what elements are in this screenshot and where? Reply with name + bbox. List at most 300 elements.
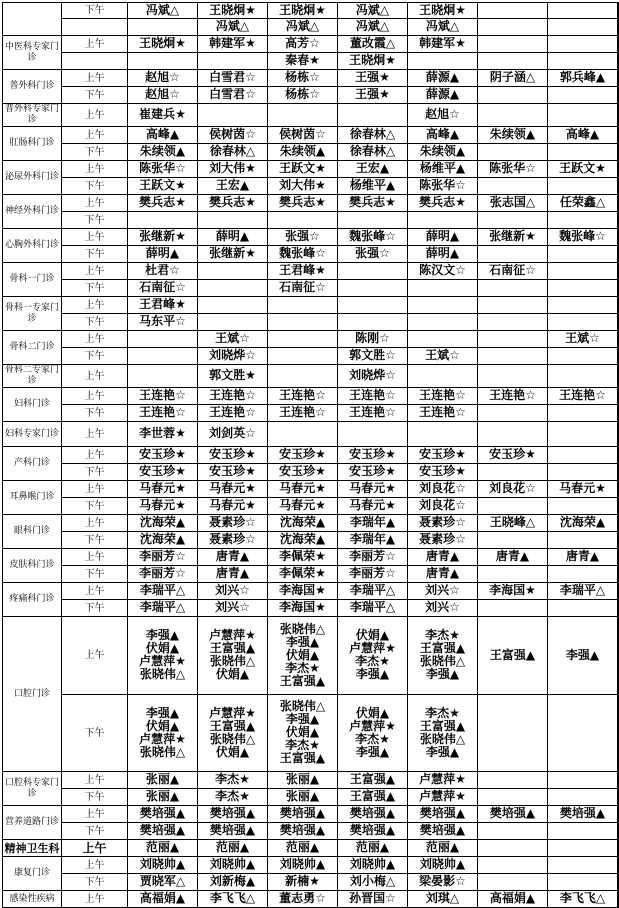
doctor-name: 安玉珍★ (139, 447, 186, 461)
doctor-cell (268, 405, 338, 422)
doctor-cell (338, 823, 408, 840)
department-name: 心胸外科门诊 (3, 229, 62, 263)
doctor-cell (338, 70, 408, 87)
doctor-name: 刘晓帅▲ (139, 857, 186, 871)
doctor-name: 樊兵志★ (209, 195, 256, 209)
doctor-name: 薛明▲ (425, 246, 460, 260)
doctor-cell (268, 891, 338, 908)
session-period: 上午 (62, 161, 128, 178)
doctor-name: 樊培强▲ (419, 823, 466, 837)
doctor-cell (618, 144, 619, 161)
doctor-name: 朱续领▲ (489, 127, 536, 141)
doctor-name: 沈海荣▲ (279, 515, 326, 529)
doctor-name: 张丽▲ (145, 789, 180, 803)
doctor-name: 刘小梅△ (349, 874, 396, 888)
doctor-name: 刘晓烨☆ (349, 368, 396, 382)
doctor-cell (198, 583, 268, 600)
doctor-cell (198, 549, 268, 566)
doctor-cell (198, 314, 268, 331)
doctor-cell (198, 823, 268, 840)
department-name: 妇科门诊 (3, 388, 62, 422)
doctor-cell (338, 229, 408, 246)
doctor-name: 王连艳☆ (419, 405, 466, 419)
doctor-cell (198, 178, 268, 195)
doctor-cell (128, 447, 198, 464)
doctor-name: 朱续领▲ (419, 144, 466, 158)
doctor-cell (618, 246, 619, 263)
doctor-name: 王斌☆ (425, 348, 460, 362)
doctor-name: 薛明▲ (215, 229, 250, 243)
doctor-cell (548, 388, 618, 405)
schedule-row (3, 297, 619, 314)
doctor-cell (548, 365, 618, 388)
doctor-cell (198, 212, 268, 229)
doctor-name: 李强▲ (355, 744, 390, 759)
doctor-name: 聂素珍☆ (209, 515, 256, 529)
doctor-cell (408, 3, 478, 19)
doctor-cell (128, 53, 198, 70)
doctor-name: 樊培强▲ (419, 806, 466, 820)
doctor-cell (548, 246, 618, 263)
doctor-name: 陈张华☆ (489, 161, 536, 175)
session-period: 下午 (62, 280, 128, 297)
doctor-name: 张强☆ (355, 246, 390, 260)
doctor-name: 樊培强▲ (139, 823, 186, 837)
doctor-name: 王富强▲ (349, 789, 396, 803)
doctor-name: 范丽▲ (425, 840, 460, 854)
doctor-cell (478, 3, 548, 19)
doctor-name: 李佩荣★ (279, 566, 326, 580)
doctor-name: 马春元★ (349, 498, 396, 512)
doctor-name: 刘晓帅▲ (349, 857, 396, 871)
doctor-cell (548, 566, 618, 583)
doctor-cell (478, 87, 548, 104)
doctor-name: 唐青▲ (425, 549, 460, 563)
doctor-cell (548, 348, 618, 365)
doctor-name: 张晓伟△ (279, 699, 326, 713)
doctor-name: 刘兴☆ (215, 583, 250, 597)
doctor-cell (478, 447, 548, 464)
schedule-row (3, 422, 619, 447)
doctor-name: 王连艳☆ (279, 405, 326, 419)
doctor-name: 李强▲ (425, 744, 460, 759)
doctor-cell (338, 19, 408, 36)
session-period: 下午 (62, 87, 128, 104)
doctor-cell (338, 127, 408, 144)
session-period: 上午 (62, 104, 128, 127)
doctor-name: 卢慧萍★ (209, 705, 256, 720)
doctor-cell (338, 891, 408, 908)
doctor-cell (548, 806, 618, 823)
doctor-cell (618, 422, 619, 447)
doctor-cell (268, 212, 338, 229)
doctor-name: 朱续领▲ (279, 144, 326, 158)
doctor-cell (408, 70, 478, 87)
doctor-name: 张晓伟△ (209, 731, 256, 746)
department-name: 肛肠科门诊 (3, 127, 62, 161)
doctor-cell (198, 447, 268, 464)
doctor-name: 马春元★ (279, 498, 326, 512)
doctor-cell (338, 297, 408, 314)
doctor-cell (268, 532, 338, 549)
doctor-cell (548, 789, 618, 806)
doctor-cell (478, 246, 548, 263)
doctor-name: 李海国★ (489, 583, 536, 597)
doctor-name: 张晓伟△ (419, 654, 466, 668)
doctor-name: 樊培强▲ (279, 823, 326, 837)
doctor-cell (618, 789, 619, 806)
doctor-cell (198, 481, 268, 498)
doctor-name: 刘大伟★ (279, 178, 326, 192)
doctor-cell (408, 617, 478, 695)
doctor-cell (338, 498, 408, 515)
doctor-cell (618, 481, 619, 498)
doctor-name: 王连艳☆ (209, 388, 256, 402)
doctor-cell (548, 263, 618, 280)
department-name: 疼痛科门诊 (3, 583, 62, 617)
doctor-cell (408, 212, 478, 229)
doctor-name: 陈刚☆ (355, 331, 390, 345)
doctor-name: 安玉珍★ (489, 447, 536, 461)
doctor-cell (198, 772, 268, 789)
doctor-name: 唐青▲ (215, 549, 250, 563)
doctor-cell (408, 388, 478, 405)
doctor-cell (338, 331, 408, 348)
session-period: 下午 (62, 532, 128, 549)
doctor-cell (408, 498, 478, 515)
doctor-name: 冯斌△ (145, 2, 180, 17)
doctor-name: 唐青▲ (425, 566, 460, 580)
doctor-cell (198, 874, 268, 891)
doctor-name: 李瑞年▲ (349, 515, 396, 529)
doctor-name: 李丽芳☆ (349, 566, 396, 580)
doctor-name: 李杰★ (355, 731, 390, 746)
doctor-name: 王富强▲ (419, 718, 466, 733)
doctor-cell (128, 388, 198, 405)
doctor-name: 李强▲ (425, 667, 460, 681)
doctor-name: 薛明▲ (145, 246, 180, 260)
doctor-name: 高峰▲ (425, 127, 460, 141)
doctor-cell (338, 87, 408, 104)
doctor-name: 王连艳☆ (139, 388, 186, 402)
doctor-cell (198, 365, 268, 388)
doctor-cell (548, 229, 618, 246)
doctor-cell (548, 70, 618, 87)
doctor-name: 王富强▲ (279, 751, 326, 765)
session-period (62, 53, 128, 70)
doctor-name: 樊培强▲ (209, 823, 256, 837)
doctor-name: 唐青▲ (215, 566, 250, 580)
session-period: 下午 (62, 874, 128, 891)
doctor-name: 李瑞平△ (139, 600, 186, 614)
doctor-name: 聂素珍☆ (419, 532, 466, 546)
doctor-cell (268, 280, 338, 297)
doctor-cell (478, 36, 548, 53)
doctor-name: 高峰▲ (565, 127, 600, 141)
doctor-cell (548, 127, 618, 144)
doctor-cell (548, 772, 618, 789)
doctor-cell (548, 532, 618, 549)
doctor-cell (128, 161, 198, 178)
doctor-name: 张丽▲ (285, 789, 320, 803)
doctor-cell (548, 195, 618, 212)
doctor-name: 唐青▲ (565, 549, 600, 563)
doctor-name: 伏娟▲ (145, 641, 180, 655)
department-name: 泌尿外科门诊 (3, 161, 62, 195)
doctor-name: 唐青▲ (495, 549, 530, 563)
schedule-row (3, 464, 619, 481)
doctor-name: 李杰★ (425, 628, 460, 642)
doctor-name: 李强▲ (145, 628, 180, 642)
doctor-name: 王连艳☆ (419, 388, 466, 402)
schedule-row (3, 212, 619, 229)
doctor-cell (198, 515, 268, 532)
doctor-cell (408, 161, 478, 178)
doctor-cell (478, 857, 548, 874)
doctor-name: 秦春★ (285, 53, 320, 67)
doctor-cell (408, 348, 478, 365)
doctor-cell (408, 789, 478, 806)
doctor-cell (268, 3, 338, 19)
doctor-name: 王斌☆ (215, 331, 250, 345)
doctor-cell (268, 600, 338, 617)
doctor-cell (478, 297, 548, 314)
doctor-name: 刘良花☆ (489, 481, 536, 495)
schedule-row (3, 789, 619, 806)
doctor-name: 李丽芳☆ (139, 549, 186, 563)
doctor-cell (478, 144, 548, 161)
doctor-cell (478, 498, 548, 515)
doctor-cell (408, 422, 478, 447)
doctor-cell (128, 891, 198, 908)
session-period: 下午 (62, 178, 128, 195)
doctor-name: 李强▲ (285, 712, 320, 726)
doctor-name: 王晓炯★ (419, 2, 466, 17)
doctor-cell (268, 549, 338, 566)
doctor-name: 樊兵志★ (419, 195, 466, 209)
doctor-cell (268, 388, 338, 405)
doctor-cell (408, 857, 478, 874)
doctor-name: 薛明▲ (425, 229, 460, 243)
doctor-cell (128, 36, 198, 53)
doctor-cell (478, 789, 548, 806)
doctor-name: 卢慧萍★ (419, 772, 466, 786)
doctor-cell (548, 212, 618, 229)
doctor-name: 范丽▲ (355, 840, 390, 854)
doctor-cell (198, 263, 268, 280)
doctor-cell (548, 36, 618, 53)
doctor-cell (478, 481, 548, 498)
session-period: 上午 (62, 365, 128, 388)
doctor-cell (618, 840, 619, 857)
doctor-cell (268, 53, 338, 70)
doctor-cell (128, 3, 198, 19)
doctor-name: 李强▲ (565, 647, 600, 662)
doctor-cell (198, 806, 268, 823)
session-period: 上午 (62, 840, 128, 857)
doctor-cell (338, 348, 408, 365)
doctor-cell (338, 583, 408, 600)
doctor-name: 马春元★ (209, 498, 256, 512)
doctor-cell (338, 212, 408, 229)
doctor-cell (198, 331, 268, 348)
doctor-cell (128, 806, 198, 823)
doctor-cell (548, 87, 618, 104)
doctor-name: 孙晋国☆ (349, 891, 396, 905)
doctor-cell (618, 600, 619, 617)
schedule-row (3, 144, 619, 161)
doctor-name: 阴子涵△ (489, 70, 536, 84)
doctor-cell (548, 823, 618, 840)
doctor-name: 范丽▲ (285, 840, 320, 854)
doctor-cell (548, 144, 618, 161)
doctor-name: 范丽▲ (215, 840, 250, 854)
doctor-cell (548, 464, 618, 481)
doctor-name: 张丽▲ (145, 772, 180, 786)
doctor-cell (408, 583, 478, 600)
doctor-name: 李瑞年▲ (349, 532, 396, 546)
doctor-cell (128, 297, 198, 314)
doctor-cell (478, 388, 548, 405)
doctor-name: 安玉珍★ (279, 464, 326, 478)
doctor-cell (478, 19, 548, 36)
schedule-row (3, 53, 619, 70)
doctor-cell (128, 144, 198, 161)
doctor-cell (198, 857, 268, 874)
doctor-cell (478, 280, 548, 297)
doctor-name: 张继新★ (489, 229, 536, 243)
doctor-cell (128, 348, 198, 365)
doctor-cell (128, 422, 198, 447)
doctor-name: 聂素珍☆ (419, 515, 466, 529)
doctor-cell (408, 840, 478, 857)
schedule-row (3, 104, 619, 127)
doctor-cell (618, 178, 619, 195)
session-period: 上午 (62, 229, 128, 246)
session-period: 下午 (62, 566, 128, 583)
department-name: 耳鼻喉门诊 (3, 481, 62, 515)
doctor-cell (268, 127, 338, 144)
doctor-name: 安玉珍★ (139, 464, 186, 478)
doctor-name: 樊培强▲ (349, 806, 396, 820)
doctor-name: 李丽芳☆ (139, 566, 186, 580)
schedule-row (3, 263, 619, 280)
session-period: 下午 (62, 498, 128, 515)
doctor-cell (548, 405, 618, 422)
doctor-cell (198, 144, 268, 161)
session-period: 上午 (62, 481, 128, 498)
doctor-cell (618, 549, 619, 566)
doctor-cell (548, 583, 618, 600)
doctor-cell (548, 314, 618, 331)
doctor-name: 郭兵峰▲ (559, 70, 606, 84)
doctor-cell (128, 70, 198, 87)
schedule-row (3, 246, 619, 263)
doctor-cell (548, 515, 618, 532)
doctor-name: 樊培强▲ (139, 806, 186, 820)
doctor-name: 王富强▲ (419, 641, 466, 655)
session-period: 下午 (62, 405, 128, 422)
doctor-cell (338, 280, 408, 297)
session-period: 上午 (62, 422, 128, 447)
doctor-name: 陈张华☆ (419, 178, 466, 192)
doctor-cell (548, 891, 618, 908)
doctor-cell (338, 857, 408, 874)
doctor-name: 卢慧萍★ (419, 789, 466, 803)
doctor-cell (268, 498, 338, 515)
doctor-name: 樊培强▲ (349, 823, 396, 837)
doctor-cell (198, 36, 268, 53)
doctor-cell (198, 297, 268, 314)
department-name: 神经外科门诊 (3, 195, 62, 229)
schedule-row (3, 3, 619, 19)
doctor-name: 徐春林△ (349, 127, 396, 141)
doctor-name: 刘晓帅▲ (279, 857, 326, 871)
doctor-cell (198, 246, 268, 263)
doctor-cell (408, 178, 478, 195)
doctor-cell (268, 229, 338, 246)
doctor-name: 伏娟▲ (355, 628, 390, 642)
session-period: 下午 (62, 695, 128, 772)
doctor-cell (618, 498, 619, 515)
doctor-cell (618, 331, 619, 348)
doctor-cell (338, 388, 408, 405)
doctor-cell (268, 331, 338, 348)
doctor-cell (408, 532, 478, 549)
doctor-name: 王晓炯★ (349, 53, 396, 67)
doctor-cell (478, 422, 548, 447)
department-name: 皮肤科门诊 (3, 549, 62, 583)
doctor-name: 冯斌△ (285, 19, 320, 33)
doctor-cell (128, 695, 198, 772)
schedule-row (3, 891, 619, 908)
doctor-cell (408, 127, 478, 144)
doctor-cell (268, 314, 338, 331)
doctor-cell (338, 789, 408, 806)
doctor-cell (618, 806, 619, 823)
doctor-name: 冯斌△ (355, 2, 390, 17)
doctor-name: 刘晓帅▲ (419, 857, 466, 871)
doctor-cell (268, 566, 338, 583)
doctor-name: 董改霞△ (349, 36, 396, 50)
doctor-cell (128, 195, 198, 212)
doctor-name: 沈海荣▲ (139, 515, 186, 529)
doctor-cell (128, 481, 198, 498)
doctor-name: 张晓伟△ (209, 654, 256, 668)
doctor-cell (268, 161, 338, 178)
doctor-cell (618, 447, 619, 464)
doctor-name: 伏娟▲ (285, 725, 320, 739)
doctor-cell (268, 857, 338, 874)
doctor-cell (548, 297, 618, 314)
doctor-cell (618, 695, 619, 772)
doctor-name: 安玉珍★ (209, 464, 256, 478)
doctor-cell (408, 104, 478, 127)
doctor-name: 王跃文★ (279, 161, 326, 175)
schedule-row (3, 405, 619, 422)
doctor-name: 王连艳☆ (209, 405, 256, 419)
doctor-name: 樊兵志★ (349, 195, 396, 209)
doctor-cell (128, 331, 198, 348)
doctor-cell (478, 566, 548, 583)
doctor-cell (618, 857, 619, 874)
doctor-name: 白雪君☆ (209, 87, 256, 101)
doctor-cell (268, 178, 338, 195)
doctor-name: 薛源▲ (425, 70, 460, 84)
schedule-row (3, 331, 619, 348)
doctor-cell (548, 617, 618, 695)
doctor-name: 高峰▲ (145, 127, 180, 141)
